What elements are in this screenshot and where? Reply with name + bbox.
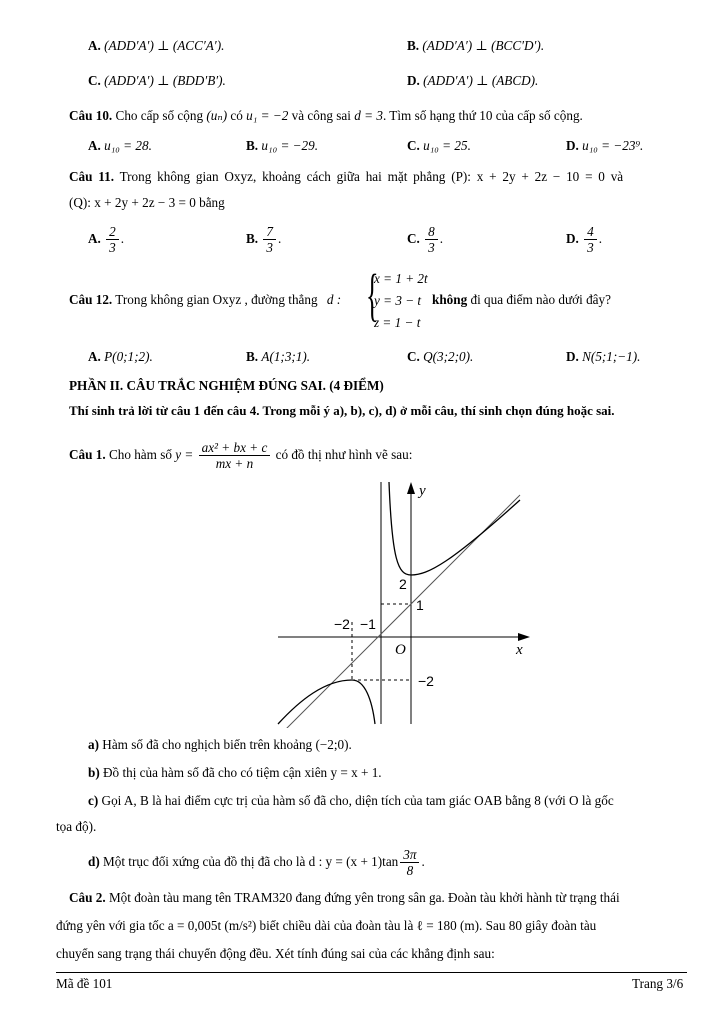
- fraction: $\frac{4}{3}$: [584, 224, 597, 255]
- origin-label: O: [395, 642, 406, 658]
- q10-option-b: B. u₁₀ = −29.: [246, 138, 319, 153]
- fraction: $\frac{3\pi}{8}$: [400, 847, 419, 878]
- q11-stem-line2: (Q): x + 2y + 2z − 3 = 0 bằng: [69, 195, 225, 210]
- p2q2-line3: chuyển sang trạng thái chuyển động đều. Xét tính đúng sai của các khẳng định sau:: [56, 946, 495, 961]
- tick-y-1: 1: [416, 597, 424, 613]
- tick-y-2: 2: [399, 576, 407, 592]
- part2-instruction: Thí sinh trả lời từ câu 1 đến câu 4. Trong mỗi ý a), b), c), d) ở mỗi câu, thí sinh chọn đúng hoặc sai.: [69, 403, 615, 418]
- p2q1-statement-c-cont: tọa độ).: [56, 819, 97, 834]
- p2q2-line2: đứng yên với gia tốc a = 0,005t (m/s²) biết chiều dài của đoàn tàu là ℓ = 180 (m). Sau 80 giây đoàn tàu: [56, 918, 597, 933]
- x-axis-label: x: [516, 642, 523, 658]
- q9-option-c: C. (ADD′A′) ⊥ (BDD′B′).: [88, 73, 226, 88]
- q12-option-a: A. P(0;1;2).: [88, 349, 153, 364]
- p2q1-statement-b: b) Đồ thị của hàm số đã cho có tiệm cận xiên y = x + 1.: [88, 765, 382, 780]
- q10-option-d: D. u₁₀ = −23⁹.: [566, 138, 644, 153]
- q11-option-b: B. $\frac{7}{3}$ .: [246, 224, 282, 256]
- footer-rule: [56, 972, 687, 973]
- p2q1-statement-d: d) Một trục đối xứng của đồ thị đã cho là d : y = (x + 1)tan $\frac{3\pi}{8}$ .: [88, 847, 425, 879]
- footer-page-number: Trang 3/6: [632, 976, 684, 991]
- q11-option-c: C. $\frac{8}{3}$ .: [407, 224, 444, 256]
- function-graph: [270, 476, 540, 728]
- curve-left-branch: [278, 680, 375, 724]
- p2q2-line1: Câu 2. Một đoàn tàu mang tên TRAM320 đang đứng yên trong sân ga. Đoàn tàu khởi hành từ trạng thái: [69, 890, 620, 905]
- tick-x-minus1: −1: [360, 616, 376, 632]
- x-axis-arrow-icon: [518, 633, 530, 641]
- y-axis-arrow-icon: [407, 482, 415, 494]
- q9-option-d: D. (ADD′A′) ⊥ (ABCD).: [407, 73, 539, 88]
- q12-option-d: D. N(5;1;−1).: [566, 349, 641, 364]
- q11-option-a: A. $\frac{2}{3}$ .: [88, 224, 125, 256]
- y-axis-label: y: [419, 483, 426, 499]
- tick-y-minus2: −2: [418, 673, 434, 689]
- system-brace: {: [366, 262, 379, 327]
- p2q1-stem: Câu 1. Cho hàm số y = $\frac{\text{ax² + bx + c}}{mx + n}$ có đồ thị như hình vẽ sau:: [69, 440, 413, 472]
- q12-stem-end: không đi qua điểm nào dưới đây?: [432, 292, 611, 307]
- q12-stem: Câu 12. Trong không gian Oxyz , đường thẳng d :: [69, 292, 342, 307]
- q9-option-a: A. (ADD′A′) ⊥ (ACC′A′).: [88, 38, 225, 53]
- function-fraction: $\frac{\text{ax² + bx + c}}{mx + n}$: [199, 440, 271, 471]
- p2q1-statement-a: a) Hàm số đã cho nghịch biến trên khoảng (−2;0).: [88, 737, 352, 752]
- q12-option-c: C. Q(3;2;0).: [407, 349, 474, 364]
- fraction: $\frac{7}{3}$: [263, 224, 276, 255]
- q10-option-c: C. u₁₀ = 25.: [407, 138, 471, 153]
- fraction: $\frac{2}{3}$: [106, 224, 119, 255]
- tick-x-minus2: −2: [334, 616, 350, 632]
- p2q1-statement-c: c) Gọi A, B là hai điểm cực trị của hàm số đã cho, diện tích của tam giác OAB bằng 8 (với O là gốc: [88, 793, 614, 808]
- fraction: $\frac{8}{3}$: [425, 224, 438, 255]
- q10-option-a: A. u₁₀ = 28.: [88, 138, 152, 153]
- footer-exam-code: Mã đề 101: [56, 976, 113, 991]
- q12-option-b: B. A(1;3;1).: [246, 349, 311, 364]
- q10-stem: Câu 10. Cho cấp số cộng (uₙ) có u₁ = −2 và công sai d = 3. Tìm số hạng thứ 10 của cấp số cộng.: [69, 108, 583, 123]
- q11-stem-line1: Câu 11. Trong không gian Oxyz, khoảng cách giữa hai mặt phẳng (P): x + 2y + 2z − 10 = 0 và: [69, 169, 624, 184]
- q12-line-system: x = 1 + 2t y = 3 − t z = 1 − t: [374, 271, 428, 330]
- q11-option-d: D. $\frac{4}{3}$ .: [566, 224, 603, 256]
- part2-title: PHẦN II. CÂU TRẮC NGHIỆM ĐÚNG SAI. (4 ĐIỂM): [69, 378, 384, 393]
- q9-option-b: B. (ADD′A′) ⊥ (BCC′D′).: [407, 38, 545, 53]
